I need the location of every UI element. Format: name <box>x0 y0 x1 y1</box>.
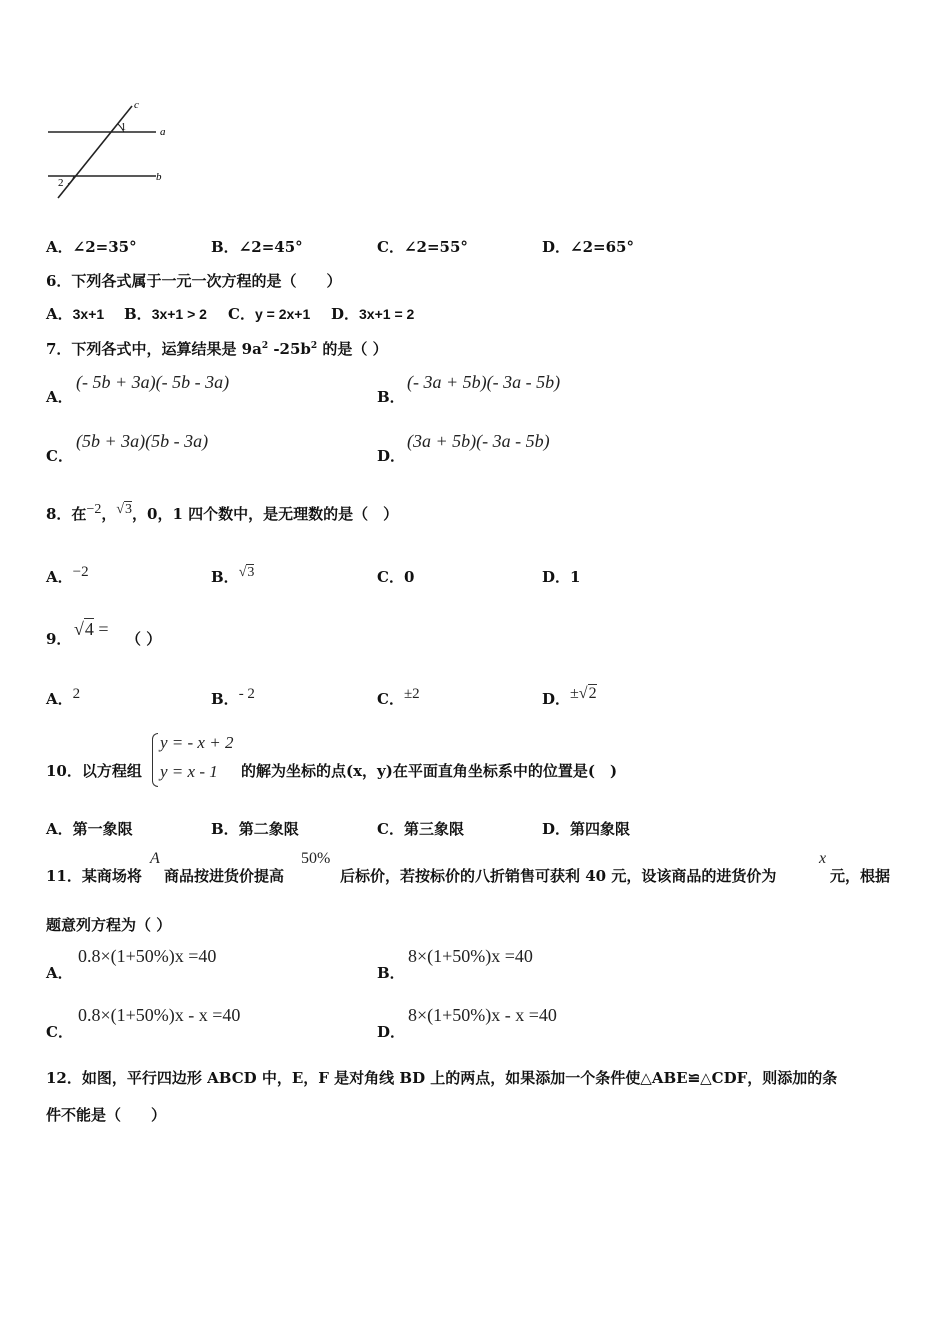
label-c: c <box>134 99 139 111</box>
q10-equation-2: y = x - 1 <box>160 762 218 781</box>
q10-option-b: B．第二象限 <box>211 820 299 838</box>
q11-percent: 50% <box>301 850 331 867</box>
q5-option-b: B．∠2=45° <box>211 238 303 256</box>
q11-option-d-letter: D． <box>377 1023 406 1041</box>
q11-option-a: 0.8×(1+50%)x =40 <box>78 946 217 966</box>
q11-option-a-letter: A． <box>46 964 73 982</box>
q12-stem-line1: 12．如图，平行四边形 ABCD 中，E，F 是对角线 BD 上的两点，如果添加一个条件使△ABE≌△CDF，则添加的条 <box>46 1069 838 1087</box>
q9-option-d: D．±√2 <box>542 685 597 708</box>
q9-paren: （ ） <box>126 630 162 648</box>
q9-option-b: B．- 2 <box>211 686 255 708</box>
q7-option-c: (5b + 3a)(5b - 3a) <box>76 431 209 451</box>
label-angle-2: 2 <box>58 177 64 189</box>
q11-option-d: 8×(1+50%)x - x =40 <box>408 1005 557 1025</box>
q10-option-c: C．第三象限 <box>377 820 464 838</box>
q11-stem-pre: 11．某商场将 <box>46 867 142 885</box>
q10-option-d: D．第四象限 <box>542 820 631 838</box>
q11-stem-mid2: 后标价，若按标价的八折销售可获利 40 元，设该商品的进货价为 <box>340 867 777 885</box>
q11-option-b: 8×(1+50%)x =40 <box>408 946 533 966</box>
q8-option-b: B．√3 <box>211 565 255 586</box>
q10-equation-1: y = - x + 2 <box>160 733 234 752</box>
q7-option-d: (3a + 5b)(- 3a - 5b) <box>407 431 550 451</box>
q8-option-a: A．−2 <box>46 564 89 586</box>
q6-option-d: D．3x+1 = 2 <box>331 305 415 323</box>
q8-option-c: C．0 <box>377 568 415 586</box>
q10-stem-post: 的解为坐标的点(x，y)在平面直角坐标系中的位置是( ) <box>241 762 618 780</box>
q9-num: 9． <box>46 630 72 648</box>
q7-option-b-letter: B． <box>377 388 405 406</box>
q5-option-d: D．∠2=65° <box>542 238 634 256</box>
q6-option-c: C．y = 2x+1 <box>228 305 311 323</box>
q7-stem: 7．下列各式中，运算结果是 $9a^2$ $-25b^2$ 的是（ ） <box>46 340 388 358</box>
q10-stem-pre: 10．以方程组 <box>46 762 142 780</box>
q6-option-a: A．3x+1 <box>46 305 105 323</box>
q11-stem-mid1: 商品按进货价提高 <box>164 867 285 885</box>
q5-option-c: C．∠2=55° <box>377 238 468 256</box>
label-b: b <box>156 171 162 183</box>
q10-system-brace <box>152 733 158 787</box>
q11-stem-line2: 题意列方程为（ ） <box>46 916 172 934</box>
q7-option-b: (- 3a + 5b)(- 3a - 5b) <box>407 372 561 392</box>
q11-option-b-letter: B． <box>377 964 405 982</box>
q8-stem: 8．在−2，√3，0，1 四个数中，是无理数的是（ ） <box>46 502 399 523</box>
q12-stem-line2: 件不能是（ ） <box>46 1106 167 1124</box>
q9-option-a: A．2 <box>46 686 81 708</box>
line-c <box>58 106 132 198</box>
q11-option-c: 0.8×(1+50%)x - x =40 <box>78 1005 241 1025</box>
q11-stem-post: 元，根据 <box>830 867 891 885</box>
q10-option-a: A．第一象限 <box>46 820 133 838</box>
q5-option-a: A．∠2=35° <box>46 238 137 256</box>
q7-option-a: (- 5b + 3a)(- 5b - 3a) <box>76 372 230 392</box>
q9-option-c: C．±2 <box>377 686 420 708</box>
q7-option-a-letter: A． <box>46 388 73 406</box>
label-angle-1: 1 <box>121 122 126 133</box>
q8-option-d: D．1 <box>542 568 581 586</box>
q7-option-d-letter: D． <box>377 447 406 465</box>
q6-option-b: B．3x+1 > 2 <box>124 305 207 323</box>
q6-stem: 6．下列各式属于一元一次方程的是（ ） <box>46 272 342 290</box>
parallel-lines-figure <box>44 98 184 208</box>
q9-expression: √4 = <box>74 619 109 639</box>
q11-var-x: x <box>819 850 827 867</box>
label-a: a <box>160 126 166 138</box>
q7-option-c-letter: C． <box>46 447 73 465</box>
q11-var-a: A <box>150 850 160 867</box>
q11-option-c-letter: C． <box>46 1023 73 1041</box>
